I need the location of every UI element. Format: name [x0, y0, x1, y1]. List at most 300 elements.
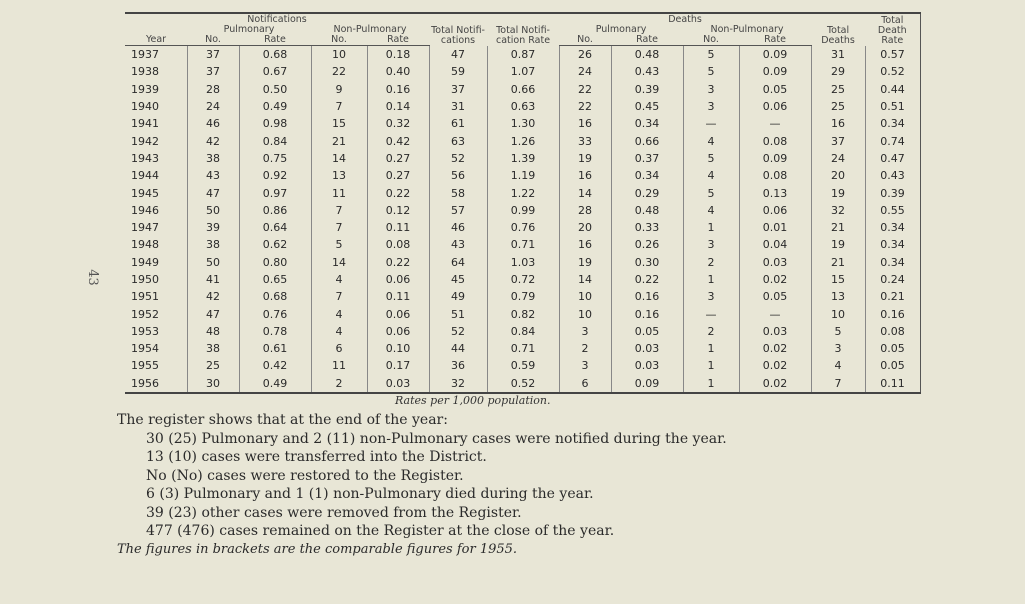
table-cell: 0.16: [367, 81, 429, 98]
table-cell: 0.72: [487, 271, 559, 288]
table-cell: 0.22: [367, 184, 429, 201]
table-cell: 25: [187, 357, 239, 374]
rate-header: Rate: [739, 35, 811, 46]
table-cell: 44: [429, 340, 487, 357]
table-cell: 0.14: [367, 98, 429, 115]
table-cell: 0.34: [865, 115, 920, 132]
table-row: [125, 340, 920, 357]
year-cell: 1938: [131, 65, 159, 79]
death-pulmonary-header: Pulmonary: [595, 24, 647, 35]
table-cell: 0.21: [865, 288, 920, 305]
table-cell: 0.17: [367, 357, 429, 374]
notif-non-pulmonary-header: Non-Pulmonary: [333, 24, 407, 35]
table-cell: 32: [811, 202, 865, 219]
table-cell: 0.27: [367, 150, 429, 167]
statistics-table: [125, 12, 921, 394]
table-cell: 2: [683, 323, 739, 340]
table-cell: 21: [811, 219, 865, 236]
year-cell: 1941: [131, 117, 159, 131]
no-header: No.: [683, 35, 739, 46]
table-cell: 2: [559, 340, 611, 357]
table-cell: 19: [559, 254, 611, 271]
total-deaths-header: Total Deaths: [821, 24, 855, 46]
table-cell: 16: [559, 236, 611, 253]
table-cell: —: [683, 115, 739, 132]
table-cell: 11: [311, 357, 367, 374]
table-cell: 0.44: [865, 81, 920, 98]
table-row: [125, 254, 920, 271]
table-cell: 0.71: [487, 340, 559, 357]
table-cell: 0.04: [739, 236, 811, 253]
table-cell: 5: [311, 236, 367, 253]
table-cell: 7: [811, 375, 865, 393]
table-cell: 0.05: [865, 340, 920, 357]
table-cell: 31: [429, 98, 487, 115]
table-cell: 0.78: [239, 323, 311, 340]
table-cell: 16: [559, 167, 611, 184]
table-cell: 1.07: [487, 63, 559, 80]
rate-header: Rate: [239, 35, 311, 46]
table-cell: 50: [187, 202, 239, 219]
table-row: [125, 167, 920, 184]
total-notifications-header: Total Notifi- cations: [431, 24, 485, 46]
year-cell: 1952: [131, 307, 159, 321]
table-cell: 42: [187, 132, 239, 149]
table-cell: 0.67: [239, 63, 311, 80]
table-cell: 31: [811, 46, 865, 64]
year-cell: 1956: [131, 376, 159, 390]
table-cell: 0.06: [367, 323, 429, 340]
table-cell: 14: [559, 271, 611, 288]
table-cell: 0.99: [487, 202, 559, 219]
table-cell: 0.08: [865, 323, 920, 340]
table-cell: 1.22: [487, 184, 559, 201]
deaths-header: Deaths: [668, 13, 702, 25]
table-cell: 30: [187, 375, 239, 393]
table-cell: 0.39: [611, 81, 683, 98]
table-cell: 3: [559, 357, 611, 374]
table-row: [125, 184, 920, 201]
table-cell: 0.27: [367, 167, 429, 184]
table-cell: 0.76: [239, 305, 311, 322]
table-cell: 4: [311, 271, 367, 288]
table-cell: 1.19: [487, 167, 559, 184]
table-cell: 25: [811, 98, 865, 115]
table-cell: 15: [811, 271, 865, 288]
table-cell: 32: [429, 375, 487, 393]
note-item: 39 (23) other cases were removed from the Register.: [146, 504, 522, 521]
table-cell: 0.68: [239, 46, 311, 64]
table-row: [125, 288, 920, 305]
table-cell: 3: [683, 98, 739, 115]
table-cell: 0.06: [739, 202, 811, 219]
table-cell: 7: [311, 219, 367, 236]
table-cell: 0.09: [739, 46, 811, 64]
table-cell: 52: [429, 323, 487, 340]
table-cell: 1: [683, 340, 739, 357]
table-cell: 14: [311, 150, 367, 167]
register-notes: [117, 411, 937, 559]
table-cell: 38: [187, 340, 239, 357]
year-cell: 1944: [131, 169, 159, 183]
table-cell: 11: [311, 184, 367, 201]
note-item: 30 (25) Pulmonary and 2 (11) non-Pulmonary cases were notified during the year.: [146, 430, 727, 447]
table-cell: 1.03: [487, 254, 559, 271]
table-cell: 0.01: [739, 219, 811, 236]
table-cell: 0.84: [487, 323, 559, 340]
table-cell: 0.37: [611, 150, 683, 167]
table-cell: 1: [683, 357, 739, 374]
table-caption: Rates per 1,000 population.: [395, 394, 551, 407]
table-cell: 7: [311, 202, 367, 219]
year-cell: 1943: [131, 151, 159, 165]
table-row: [125, 150, 920, 167]
table-cell: 16: [811, 115, 865, 132]
table-row: [125, 357, 920, 374]
table-cell: 28: [559, 202, 611, 219]
table-cell: 4: [811, 357, 865, 374]
table-cell: 0.16: [865, 305, 920, 322]
table-cell: 7: [311, 98, 367, 115]
table-row: [125, 132, 920, 149]
table-cell: 43: [429, 236, 487, 253]
notif-pulmonary-header: Pulmonary: [223, 24, 275, 35]
table-cell: 38: [187, 236, 239, 253]
table-cell: 0.03: [739, 323, 811, 340]
table-cell: 0.16: [611, 288, 683, 305]
table-cell: 52: [429, 150, 487, 167]
year-cell: 1947: [131, 221, 159, 235]
table-cell: —: [683, 305, 739, 322]
table-cell: 0.62: [239, 236, 311, 253]
table-row: [125, 236, 920, 253]
table-cell: 0.49: [239, 98, 311, 115]
table-cell: 1: [683, 375, 739, 393]
note-item: 13 (10) cases were transferred into the District.: [146, 449, 487, 465]
table-cell: 0.57: [865, 46, 920, 64]
table-cell: 0.33: [611, 219, 683, 236]
table-cell: 0.63: [487, 98, 559, 115]
table-row: [125, 81, 920, 98]
table-cell: 0.30: [611, 254, 683, 271]
table-cell: 0.34: [865, 236, 920, 253]
table-cell: 47: [429, 46, 487, 64]
note-item: 6 (3) Pulmonary and 1 (1) non-Pulmonary died during the year.: [146, 486, 594, 502]
table-cell: —: [739, 115, 811, 132]
table-cell: 0.05: [739, 288, 811, 305]
table-cell: 3: [683, 236, 739, 253]
note-item: No (No) cases were restored to the Register.: [146, 467, 464, 484]
table-cell: 0.66: [611, 132, 683, 149]
table-cell: 0.03: [611, 357, 683, 374]
table-cell: 19: [811, 184, 865, 201]
table-row: [125, 202, 920, 219]
table-cell: 0.03: [611, 340, 683, 357]
table-cell: 15: [311, 115, 367, 132]
table-cell: 0.51: [865, 98, 920, 115]
rate-header: Rate: [367, 35, 429, 46]
table-cell: 3: [811, 340, 865, 357]
table-cell: 0.22: [611, 271, 683, 288]
table-cell: 56: [429, 167, 487, 184]
table-cell: 10: [559, 288, 611, 305]
table-cell: 0.22: [367, 254, 429, 271]
table-cell: 24: [187, 98, 239, 115]
table-cell: 0.92: [239, 167, 311, 184]
table-cell: 0.48: [611, 202, 683, 219]
year-cell: 1951: [131, 290, 159, 304]
table-cell: 0.84: [239, 132, 311, 149]
table-cell: 0.09: [739, 63, 811, 80]
table-cell: 63: [429, 132, 487, 149]
table-cell: 22: [311, 63, 367, 80]
table-cell: 0.49: [239, 375, 311, 393]
table-cell: 1.26: [487, 132, 559, 149]
table-cell: 0.40: [367, 63, 429, 80]
table-cell: 0.43: [865, 167, 920, 184]
table-cell: 14: [559, 184, 611, 201]
table-cell: 0.06: [739, 98, 811, 115]
table-cell: 5: [683, 63, 739, 80]
table-cell: 4: [683, 167, 739, 184]
table-cell: 36: [429, 357, 487, 374]
table-cell: 47: [187, 184, 239, 201]
table-cell: 0.82: [487, 305, 559, 322]
table-cell: 42: [187, 288, 239, 305]
table-cell: 51: [429, 305, 487, 322]
table-cell: 0.24: [865, 271, 920, 288]
table-row: [125, 305, 920, 322]
table-cell: 61: [429, 115, 487, 132]
table-row: [125, 46, 920, 64]
table-cell: 3: [683, 288, 739, 305]
table-cell: 39: [187, 219, 239, 236]
year-cell: 1946: [131, 203, 159, 217]
table-cell: 13: [311, 167, 367, 184]
year-cell: 1945: [131, 186, 159, 200]
table-cell: 37: [429, 81, 487, 98]
table-cell: 0.11: [865, 375, 920, 393]
table-cell: 0.64: [239, 219, 311, 236]
table-cell: 0.34: [865, 219, 920, 236]
table-cell: 0.11: [367, 288, 429, 305]
table-cell: 4: [683, 132, 739, 149]
table-cell: 0.97: [239, 184, 311, 201]
table-row: [125, 63, 920, 80]
table-cell: 64: [429, 254, 487, 271]
year-cell: 1953: [131, 324, 159, 338]
table-cell: 50: [187, 254, 239, 271]
year-cell: 1950: [131, 273, 159, 286]
table-cell: 28: [187, 81, 239, 98]
table-cell: 25: [811, 81, 865, 98]
table-cell: 0.52: [487, 375, 559, 393]
table-cell: 0.16: [611, 305, 683, 322]
table-cell: 0.79: [487, 288, 559, 305]
table-cell: 1: [683, 219, 739, 236]
table-cell: 5: [811, 323, 865, 340]
table-cell: 0.52: [865, 63, 920, 80]
table-cell: 0.08: [739, 167, 811, 184]
table-cell: 0.71: [487, 236, 559, 253]
table-cell: 0.02: [739, 375, 811, 393]
no-header: No.: [187, 35, 239, 46]
table-cell: 6: [559, 375, 611, 393]
year-cell: 1942: [131, 134, 159, 148]
table-cell: 5: [683, 150, 739, 167]
table-cell: 0.61: [239, 340, 311, 357]
table-row: [125, 375, 920, 393]
table-cell: 26: [559, 46, 611, 64]
table-cell: 16: [559, 115, 611, 132]
table-cell: 41: [187, 271, 239, 288]
table-cell: 14: [311, 254, 367, 271]
table-cell: 0.29: [611, 184, 683, 201]
table-cell: 1.30: [487, 115, 559, 132]
table-cell: 19: [811, 236, 865, 253]
year-cell: 1948: [131, 238, 159, 252]
table-cell: 0.08: [739, 132, 811, 149]
table-cell: 0.50: [239, 81, 311, 98]
table-cell: 21: [311, 132, 367, 149]
table-cell: 45: [429, 271, 487, 288]
table-cell: 2: [683, 254, 739, 271]
table-cell: 3: [559, 323, 611, 340]
year-cell: 1939: [131, 82, 159, 96]
no-header: No.: [311, 35, 367, 46]
table-cell: 1: [683, 271, 739, 288]
tuberculosis-table: [125, 12, 920, 394]
table-cell: 0.02: [739, 357, 811, 374]
table-cell: 3: [683, 81, 739, 98]
table-cell: 0.74: [865, 132, 920, 149]
year-cell: 1954: [131, 342, 159, 356]
table-cell: 0.02: [739, 271, 811, 288]
no-header: No.: [559, 35, 611, 46]
year-cell: 1949: [131, 255, 159, 269]
table-cell: 9: [311, 81, 367, 98]
table-cell: 0.12: [367, 202, 429, 219]
table-cell: 0.05: [865, 357, 920, 374]
table-cell: 0.34: [611, 115, 683, 132]
table-cell: 0.45: [611, 98, 683, 115]
table-row: [125, 98, 920, 115]
table-cell: 0.06: [367, 271, 429, 288]
table-cell: 0.68: [239, 288, 311, 305]
table-cell: 37: [811, 132, 865, 149]
table-cell: 22: [559, 98, 611, 115]
table-cell: 0.65: [239, 271, 311, 288]
table-cell: 24: [559, 63, 611, 80]
table-cell: 0.48: [611, 46, 683, 64]
table-cell: 21: [811, 254, 865, 271]
table-cell: 0.76: [487, 219, 559, 236]
table-cell: 49: [429, 288, 487, 305]
table-cell: 5: [683, 46, 739, 64]
table-cell: 46: [429, 219, 487, 236]
table-cell: 0.02: [739, 340, 811, 357]
table-cell: 57: [429, 202, 487, 219]
table-cell: 0.47: [865, 150, 920, 167]
table-cell: 13: [811, 288, 865, 305]
table-cell: 0.03: [739, 254, 811, 271]
rate-header: Rate: [611, 35, 683, 46]
table-cell: 29: [811, 63, 865, 80]
table-cell: 59: [429, 63, 487, 80]
table-cell: 0.80: [239, 254, 311, 271]
table-cell: 4: [311, 305, 367, 322]
table-cell: 22: [559, 81, 611, 98]
year-header: Year: [125, 35, 187, 46]
table-cell: 38: [187, 150, 239, 167]
table-cell: 0.66: [487, 81, 559, 98]
table-cell: 46: [187, 115, 239, 132]
table-cell: 0.03: [367, 375, 429, 393]
year-cell: 1940: [131, 100, 159, 114]
table-body: [125, 46, 920, 393]
table-cell: 4: [683, 202, 739, 219]
table-cell: 0.26: [611, 236, 683, 253]
table-cell: 6: [311, 340, 367, 357]
table-cell: 58: [429, 184, 487, 201]
table-cell: 20: [559, 219, 611, 236]
table-cell: 0.43: [611, 63, 683, 80]
table-cell: 0.34: [865, 254, 920, 271]
table-cell: 0.11: [367, 219, 429, 236]
table-cell: 4: [311, 323, 367, 340]
table-cell: 0.87: [487, 46, 559, 64]
table-cell: 33: [559, 132, 611, 149]
total-death-rate-header: Total Death Rate: [877, 14, 907, 46]
table-cell: —: [739, 305, 811, 322]
table-cell: 0.32: [367, 115, 429, 132]
table-row: [125, 115, 920, 132]
table-cell: 37: [187, 46, 239, 64]
table-cell: 37: [187, 63, 239, 80]
table-cell: 0.06: [367, 305, 429, 322]
table-cell: 20: [811, 167, 865, 184]
table-cell: 19: [559, 150, 611, 167]
table-row: [125, 323, 920, 340]
table-cell: 1.39: [487, 150, 559, 167]
page-number: 43: [84, 269, 100, 286]
table-cell: 24: [811, 150, 865, 167]
year-cell: 1937: [131, 48, 159, 62]
table-row: [125, 271, 920, 288]
table-cell: 0.42: [239, 357, 311, 374]
table-cell: 0.98: [239, 115, 311, 132]
table-cell: 7: [311, 288, 367, 305]
table-cell: 48: [187, 323, 239, 340]
table-cell: 0.05: [611, 323, 683, 340]
table-cell: 0.09: [611, 375, 683, 393]
table-cell: 0.09: [739, 150, 811, 167]
total-notification-rate-header: Total Notifi- cation Rate: [496, 24, 551, 46]
table-cell: 10: [559, 305, 611, 322]
notes-lead: The register shows that at the end of the year:: [117, 412, 448, 428]
table-cell: 5: [683, 184, 739, 201]
note-item: 477 (476) cases remained on the Register at the close of the year.: [146, 523, 615, 539]
death-non-pulmonary-header: Non-Pulmonary: [710, 24, 784, 35]
table-cell: 0.86: [239, 202, 311, 219]
table-cell: 0.13: [739, 184, 811, 201]
table-cell: 0.39: [865, 184, 920, 201]
year-cell: 1955: [131, 359, 159, 373]
table-cell: 10: [311, 46, 367, 64]
table-cell: 43: [187, 167, 239, 184]
table-cell: 0.18: [367, 46, 429, 64]
table-cell: 0.34: [611, 167, 683, 184]
